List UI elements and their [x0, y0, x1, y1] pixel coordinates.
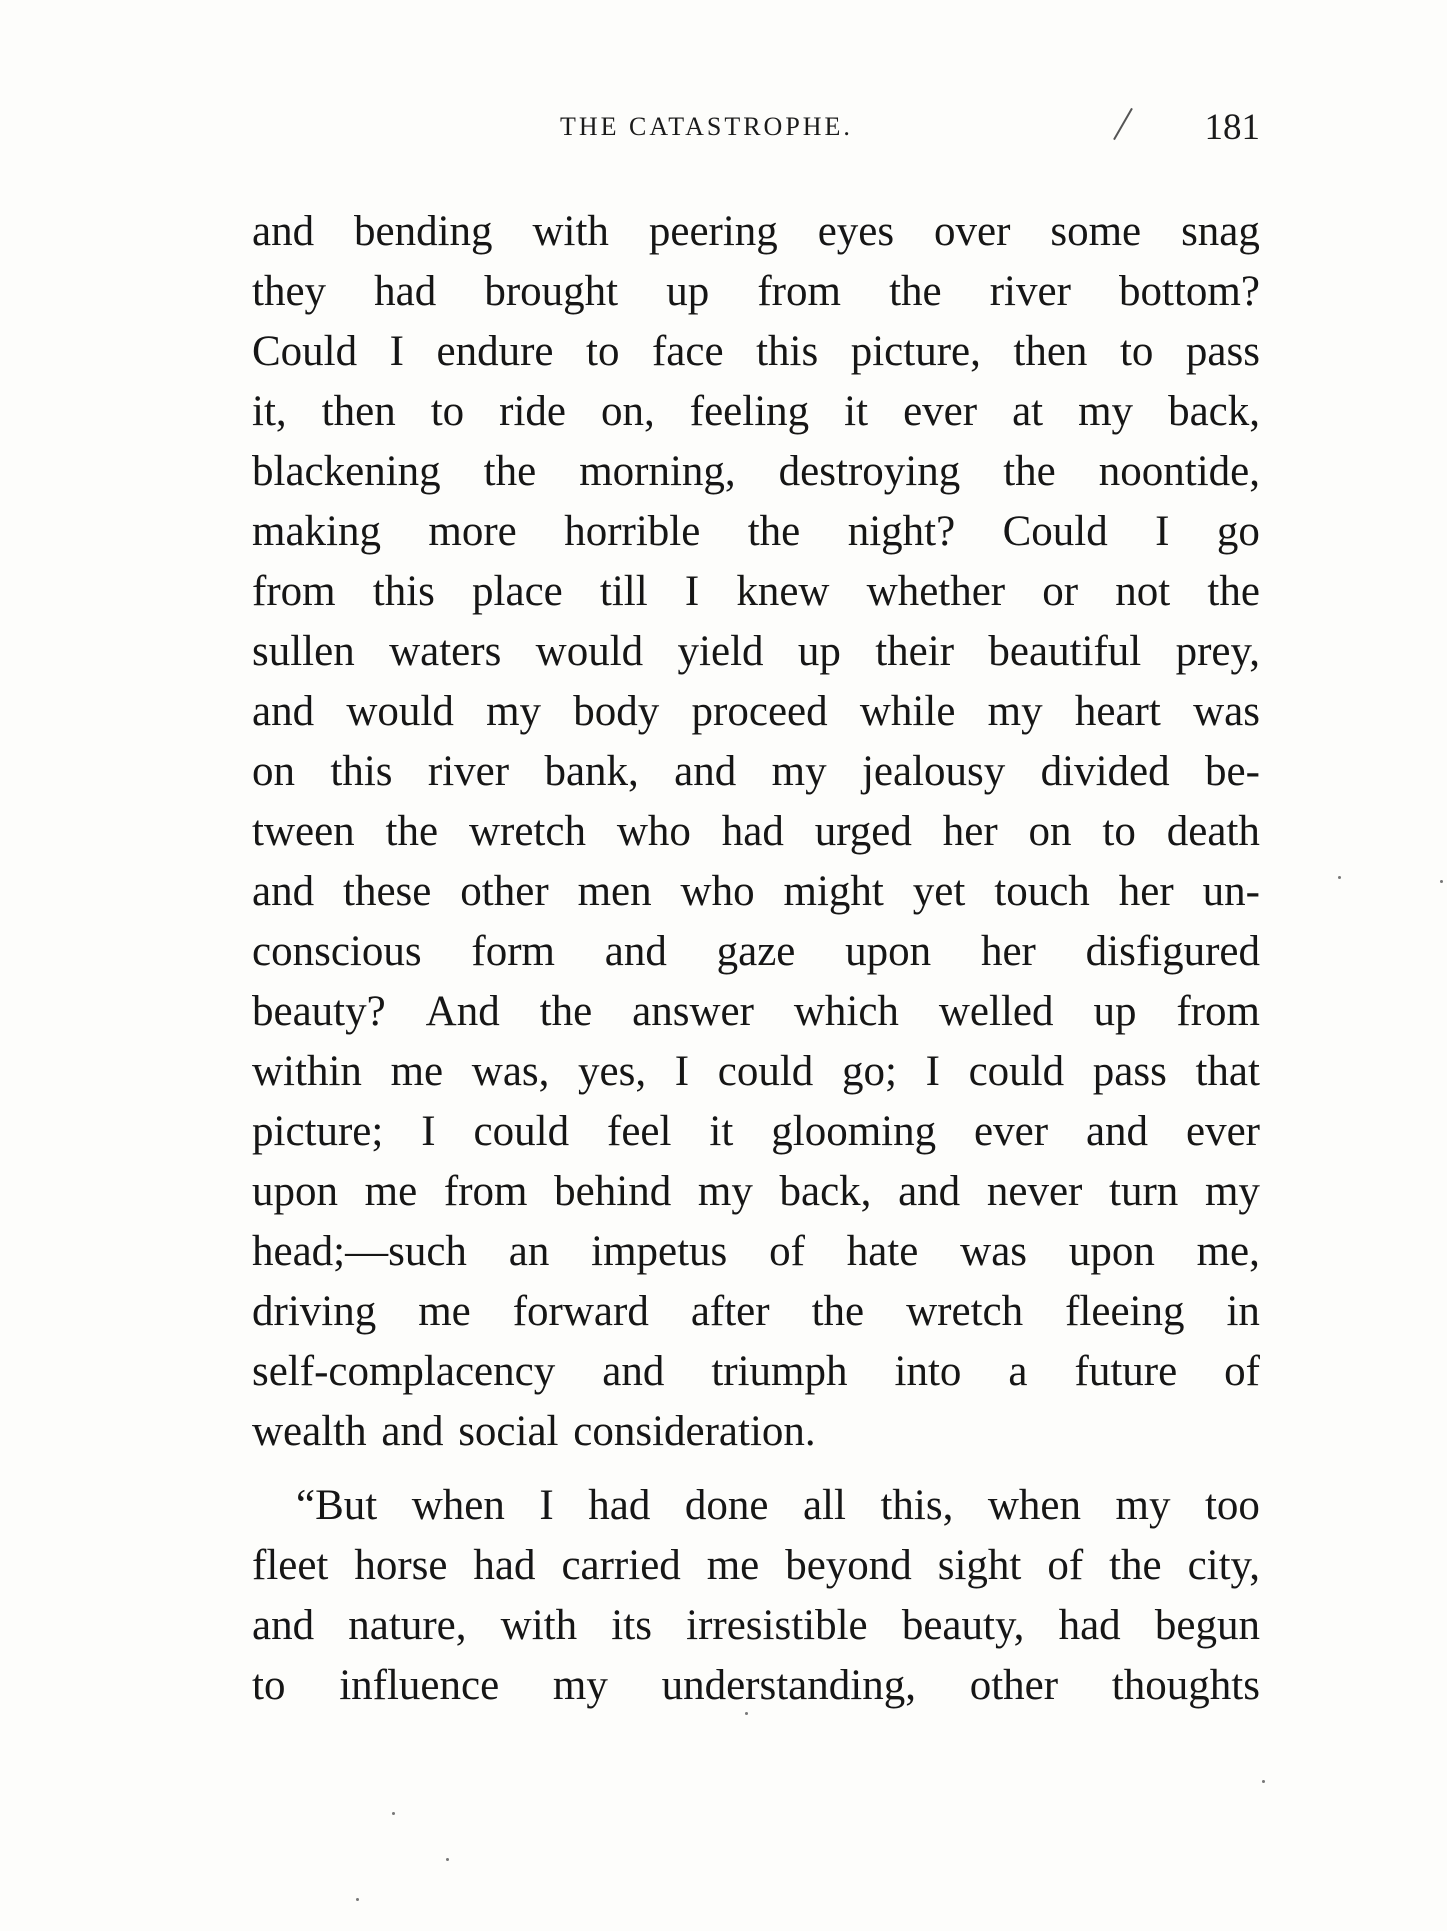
word: gaze [716, 928, 796, 975]
word: I [421, 1108, 436, 1155]
word: self-complacency [252, 1348, 556, 1395]
word: ever [903, 388, 978, 435]
word: endure [436, 328, 554, 375]
page-number: 181 [1204, 107, 1260, 148]
word: feeling [689, 388, 810, 435]
word: river [427, 748, 510, 795]
word: of [769, 1228, 805, 1275]
word: from [757, 268, 841, 315]
word: conscious [252, 928, 422, 975]
word: my [1078, 388, 1134, 435]
word: the [747, 508, 801, 555]
word: the [1109, 1542, 1162, 1589]
word: noontide, [1098, 448, 1260, 495]
word: up [797, 628, 841, 675]
word: after [690, 1288, 770, 1335]
word: up [1093, 988, 1137, 1035]
word: yes, [578, 1048, 647, 1095]
word: beautiful [988, 628, 1142, 675]
word: never [986, 1168, 1083, 1215]
word: glooming [771, 1108, 937, 1155]
word: proceed [691, 688, 828, 735]
word: wretch [906, 1288, 1024, 1335]
word: prey, [1175, 628, 1260, 675]
word: had [473, 1542, 536, 1589]
word: the [385, 808, 439, 855]
word: her [1118, 868, 1174, 915]
word: touch [994, 868, 1090, 915]
word: I [539, 1482, 554, 1529]
text-line [252, 262, 1260, 322]
text-line [252, 682, 1260, 742]
word: my [697, 1168, 753, 1215]
word: and [252, 1602, 315, 1649]
word: all [802, 1482, 846, 1529]
text-line [252, 442, 1260, 502]
word: triumph [711, 1348, 848, 1395]
word: back, [1168, 388, 1260, 435]
word: the [483, 448, 537, 495]
word: over [934, 208, 1011, 255]
word: forward [512, 1288, 649, 1335]
word: the [889, 268, 942, 315]
text-line [252, 1536, 1260, 1596]
word: on [252, 748, 295, 795]
word: body [573, 688, 660, 735]
word: hate [846, 1228, 919, 1275]
word: these [343, 868, 432, 915]
word: from [1176, 988, 1260, 1035]
text-line [252, 982, 1260, 1042]
text-line [252, 322, 1260, 382]
word: behind [554, 1168, 672, 1215]
word: urged [814, 808, 912, 855]
text-line [252, 1102, 1260, 1162]
word: too [1204, 1482, 1260, 1529]
word: on, [601, 388, 655, 435]
word: form [471, 928, 555, 975]
text-line [252, 862, 1260, 922]
word: in [1226, 1288, 1260, 1335]
word: blackening [252, 448, 441, 495]
word: and [898, 1168, 961, 1215]
word: go; [841, 1048, 897, 1095]
text-line [252, 922, 1260, 982]
text-line [252, 742, 1260, 802]
word: night? [847, 508, 956, 555]
text-line [252, 1222, 1260, 1282]
word: pass [1092, 1048, 1167, 1095]
word: was, [471, 1048, 550, 1095]
word: face [651, 328, 724, 375]
text-line [252, 1282, 1260, 1342]
word: my [552, 1662, 608, 1709]
word: carried [561, 1542, 681, 1589]
word: this [330, 748, 393, 795]
word: could [717, 1048, 814, 1095]
text-line [252, 502, 1260, 562]
word: to [430, 388, 465, 435]
word: disfigured [1085, 928, 1260, 975]
word: this, [880, 1482, 954, 1529]
word: when [411, 1482, 505, 1529]
word: knew [736, 568, 830, 615]
word: me [364, 1168, 418, 1215]
word: my [1204, 1168, 1260, 1215]
word: had [374, 268, 437, 315]
word: its [611, 1602, 652, 1649]
paragraph-break [252, 1462, 1260, 1476]
word: an [508, 1228, 550, 1275]
scan-speck [356, 1898, 359, 1901]
word: heart [1074, 688, 1161, 735]
word: and [604, 928, 667, 975]
word: upon [845, 928, 932, 975]
word: to [1119, 328, 1154, 375]
word: was [1193, 688, 1260, 735]
word: divided [1040, 748, 1170, 795]
word: then [321, 388, 396, 435]
word: to [252, 1662, 286, 1709]
scan-speck [1338, 876, 1341, 879]
word: turn [1109, 1168, 1179, 1215]
word: driving [252, 1288, 377, 1335]
word: beyond [785, 1542, 912, 1589]
word: bank, [544, 748, 639, 795]
word: within [252, 1048, 362, 1095]
word: nature, [348, 1602, 467, 1649]
scan-speck [1262, 1780, 1265, 1783]
word: fleet [252, 1542, 329, 1589]
word: other [969, 1662, 1059, 1709]
word: horse [354, 1542, 448, 1589]
word: had [1058, 1602, 1121, 1649]
word: I [1155, 508, 1170, 555]
text-line [252, 1656, 1260, 1716]
word: welled [938, 988, 1054, 1035]
word: would [535, 628, 644, 675]
word: or [1042, 568, 1079, 615]
word: would [346, 688, 454, 735]
word: might [783, 868, 884, 915]
word: had [721, 808, 784, 855]
word: her [942, 808, 998, 855]
body-text [252, 202, 1260, 1716]
word: I [684, 568, 700, 615]
word: snag [1181, 208, 1260, 255]
word: on [1028, 808, 1072, 855]
word: And [425, 988, 500, 1035]
word: up [666, 268, 710, 315]
scan-speck [1440, 880, 1443, 883]
word: ever [974, 1108, 1049, 1155]
word: her [980, 928, 1036, 975]
word: picture; [252, 1108, 384, 1155]
text-line [252, 1476, 1260, 1536]
word: into [894, 1348, 962, 1395]
word: un- [1202, 868, 1260, 915]
text-line [252, 1162, 1260, 1222]
word: ride [499, 388, 567, 435]
word: this [756, 328, 819, 375]
word: horrible [564, 508, 701, 555]
word: yield [677, 628, 764, 675]
word: while [859, 688, 956, 735]
text-line [252, 382, 1260, 442]
word: destroying [778, 448, 961, 495]
word: I [389, 328, 404, 375]
word: Could [252, 328, 358, 375]
word: be- [1205, 748, 1260, 795]
text-line [252, 1342, 1260, 1402]
word: upon [252, 1168, 338, 1215]
word: brought [484, 268, 619, 315]
word: bottom? [1119, 268, 1260, 315]
text-line [252, 622, 1260, 682]
word: beauty? [252, 988, 386, 1035]
text-line [252, 562, 1260, 622]
word: making [252, 508, 381, 555]
word: yet [912, 868, 966, 915]
word: I [674, 1048, 690, 1095]
word: ever [1186, 1108, 1260, 1155]
word: and [674, 748, 737, 795]
word: and [1085, 1108, 1149, 1155]
word: river [989, 268, 1071, 315]
word: to [1102, 808, 1136, 855]
word: then [1013, 328, 1088, 375]
text-line [252, 802, 1260, 862]
word: the [1207, 568, 1260, 615]
word: my [486, 688, 542, 735]
scan-speck [446, 1858, 449, 1861]
word: of [1224, 1348, 1260, 1395]
word: who [680, 868, 755, 915]
word: back, [779, 1168, 872, 1215]
word: future [1074, 1348, 1178, 1395]
word: my [987, 688, 1043, 735]
word: and [252, 868, 315, 915]
word: city, [1187, 1542, 1260, 1589]
word: with [532, 208, 609, 255]
running-head [560, 107, 1260, 152]
word: upon [1068, 1228, 1155, 1275]
word: from [252, 568, 336, 615]
word: feel [607, 1108, 672, 1155]
word: could [968, 1048, 1065, 1095]
word: to [586, 328, 620, 375]
word: pass [1185, 328, 1260, 375]
word: it, [252, 388, 287, 435]
word: head;—such [252, 1228, 467, 1275]
word: some [1050, 208, 1142, 255]
word: it [709, 1108, 734, 1155]
scan-speck [392, 1812, 395, 1815]
word: me [390, 1048, 444, 1095]
text-line [252, 1042, 1260, 1102]
word: influence [339, 1662, 500, 1709]
word: done [684, 1482, 769, 1529]
word: a [1008, 1348, 1028, 1395]
word: whether [866, 568, 1006, 615]
word: it [844, 388, 869, 435]
word: my [771, 748, 827, 795]
word: at [1012, 388, 1044, 435]
word: fleeing [1065, 1288, 1185, 1335]
word: understanding, [661, 1662, 916, 1709]
word: their [875, 628, 955, 675]
word: Could [1002, 508, 1108, 555]
word: was [960, 1228, 1028, 1275]
word: more [428, 508, 517, 555]
word: sight [937, 1542, 1022, 1589]
word: thoughts [1111, 1662, 1260, 1709]
word: place [472, 568, 563, 615]
word: the [539, 988, 593, 1035]
word: till [599, 568, 648, 615]
word: answer [632, 988, 754, 1035]
word: eyes [817, 208, 895, 255]
word: this [372, 568, 435, 615]
word: they [252, 268, 327, 315]
word: me [706, 1542, 760, 1589]
text-line: wealth and social consideration. [252, 1408, 816, 1455]
word: had [588, 1482, 651, 1529]
word: could [473, 1108, 570, 1155]
word: jealousy [861, 748, 1006, 795]
word: go [1216, 508, 1260, 555]
word: me [418, 1288, 471, 1335]
word: and [252, 208, 315, 255]
word: wretch [468, 808, 586, 855]
word: my [1115, 1482, 1171, 1529]
word: men [577, 868, 652, 915]
word: other [460, 868, 549, 915]
word: the [811, 1288, 865, 1335]
word: which [793, 988, 899, 1035]
word: from [443, 1168, 528, 1215]
word: morning, [579, 448, 736, 495]
word: and [602, 1348, 665, 1395]
word: of [1047, 1542, 1084, 1589]
word: and [252, 688, 315, 735]
word: me, [1196, 1228, 1260, 1275]
word: waters [389, 628, 502, 675]
word: begun [1154, 1602, 1260, 1649]
word: bending [354, 208, 493, 255]
word: tween [252, 808, 355, 855]
scan-speck [745, 1712, 748, 1715]
word: when [987, 1482, 1081, 1529]
word: peering [648, 208, 778, 255]
word: that [1195, 1048, 1260, 1095]
running-title: THE CATASTROPHE. [560, 112, 853, 141]
word: who [616, 808, 691, 855]
word: irresistible [686, 1602, 868, 1649]
text-line [252, 1596, 1260, 1656]
word: the [1003, 448, 1056, 495]
word: impetus [591, 1228, 728, 1275]
word: not [1115, 568, 1171, 615]
word: sullen [252, 628, 355, 675]
word: beauty, [901, 1602, 1025, 1649]
word: I [925, 1048, 940, 1095]
word: “But [296, 1482, 378, 1529]
text-line [252, 202, 1260, 262]
word: picture, [850, 328, 981, 375]
word: death [1166, 808, 1260, 855]
word: with [500, 1602, 578, 1649]
